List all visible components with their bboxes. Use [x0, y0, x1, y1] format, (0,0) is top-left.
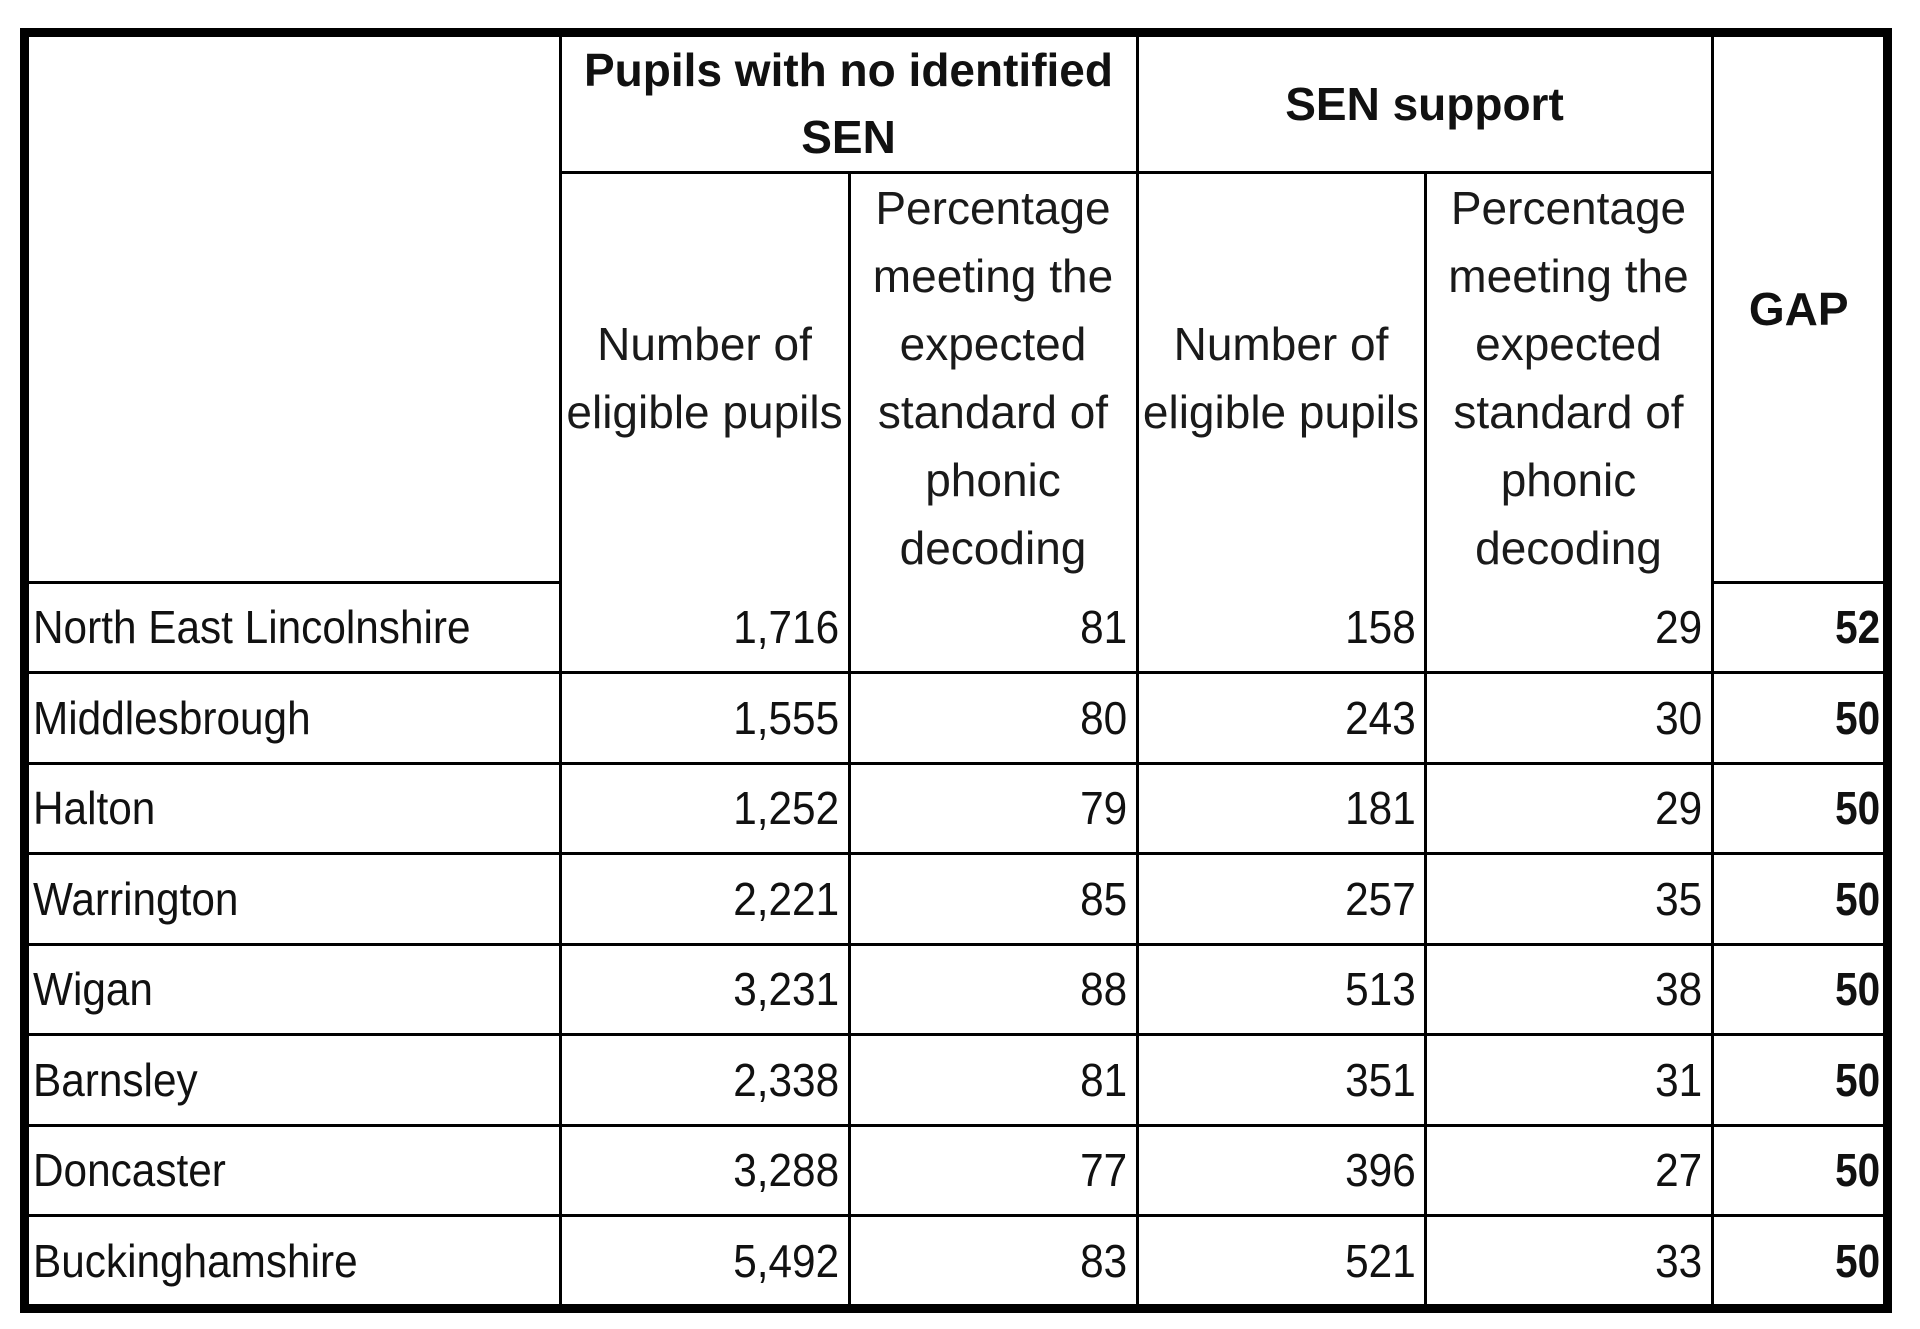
area-name-cell	[29, 944, 560, 1035]
no-sen-number-cell	[560, 763, 849, 854]
sen-number-cell	[1137, 582, 1425, 673]
sen-phonics-table	[29, 37, 1884, 1305]
area-name: Warrington	[33, 872, 239, 925]
sen-percentage: 29	[1655, 600, 1703, 653]
no-sen-number: 1,716	[733, 600, 840, 653]
table-row	[29, 854, 1884, 945]
gap-value: 50	[1834, 1234, 1880, 1287]
area-name-cell	[29, 1125, 560, 1216]
no-sen-number: 3,288	[733, 1144, 840, 1197]
area-name: Barnsley	[33, 1053, 198, 1106]
no-sen-percentage-cell	[849, 1035, 1137, 1126]
sen-percentage-cell	[1425, 1216, 1712, 1305]
sen-number: 513	[1344, 963, 1416, 1016]
no-sen-percentage: 81	[1080, 1053, 1128, 1106]
table-row	[29, 1035, 1884, 1126]
area-name: Doncaster	[33, 1144, 226, 1197]
no-sen-number-cell	[560, 944, 849, 1035]
sen-percentage: 31	[1655, 1053, 1703, 1106]
header-sen-percentage-meeting: Percentage meeting the expected standard of phonic decoding	[1425, 173, 1712, 583]
gap-cell	[1712, 854, 1884, 945]
header-gap: GAP	[1712, 37, 1884, 582]
gap-cell	[1712, 1035, 1884, 1126]
sen-percentage: 38	[1655, 963, 1703, 1016]
no-sen-percentage: 77	[1080, 1144, 1128, 1197]
sen-number: 351	[1344, 1053, 1416, 1106]
no-sen-percentage-cell	[849, 854, 1137, 945]
sen-number-cell	[1137, 673, 1425, 764]
header-sen-support: SEN support	[1137, 37, 1712, 173]
table-row	[29, 944, 1884, 1035]
area-name-cell	[29, 1216, 560, 1305]
gap-value: 50	[1834, 872, 1880, 925]
sen-percentage-cell	[1425, 673, 1712, 764]
header-no-sen-percentage-meeting: Percentage meeting the expected standard of phonic decoding	[849, 173, 1137, 583]
area-name: Middlesbrough	[33, 691, 311, 744]
table-row	[29, 673, 1884, 764]
no-sen-percentage-cell	[849, 1216, 1137, 1305]
sen-percentage: 30	[1655, 691, 1703, 744]
sen-percentage: 33	[1655, 1234, 1703, 1287]
area-name-cell	[29, 673, 560, 764]
no-sen-percentage: 83	[1080, 1234, 1128, 1287]
no-sen-number: 5,492	[733, 1234, 840, 1287]
gap-cell	[1712, 763, 1884, 854]
gap-value: 52	[1834, 601, 1880, 654]
sen-number: 257	[1344, 872, 1416, 925]
header-no-identified-sen: Pupils with no identified SEN	[560, 37, 1137, 173]
no-sen-percentage: 81	[1080, 600, 1128, 653]
sen-number: 158	[1344, 600, 1416, 653]
gap-cell	[1712, 582, 1884, 673]
no-sen-percentage-cell	[849, 673, 1137, 764]
no-sen-number-cell	[560, 1125, 849, 1216]
gap-value: 50	[1834, 782, 1880, 835]
no-sen-number: 2,338	[733, 1053, 840, 1106]
no-sen-percentage: 85	[1080, 872, 1128, 925]
table-row	[29, 763, 1884, 854]
gap-value: 50	[1834, 691, 1880, 744]
table-row	[29, 1216, 1884, 1305]
empty-corner-cell	[29, 37, 560, 582]
area-name-cell	[29, 582, 560, 673]
no-sen-number-cell	[560, 673, 849, 764]
sen-percentage-cell	[1425, 582, 1712, 673]
no-sen-number-cell	[560, 854, 849, 945]
sen-percentage: 27	[1655, 1144, 1703, 1197]
table-row	[29, 1125, 1884, 1216]
no-sen-percentage: 88	[1080, 963, 1128, 1016]
gap-cell	[1712, 944, 1884, 1035]
gap-cell	[1712, 673, 1884, 764]
sen-number: 181	[1344, 782, 1416, 835]
no-sen-percentage-cell	[849, 944, 1137, 1035]
sen-number-cell	[1137, 1216, 1425, 1305]
sen-number-cell	[1137, 763, 1425, 854]
area-name: Wigan	[33, 963, 153, 1016]
no-sen-number-cell	[560, 1216, 849, 1305]
area-name: Buckinghamshire	[33, 1234, 358, 1287]
sen-percentage-cell	[1425, 763, 1712, 854]
no-sen-number-cell	[560, 582, 849, 673]
table-row	[29, 582, 1884, 673]
group-header-row	[29, 37, 1884, 173]
no-sen-number: 1,555	[733, 691, 840, 744]
sen-percentage-cell	[1425, 1035, 1712, 1126]
gap-value: 50	[1834, 963, 1880, 1016]
no-sen-percentage: 79	[1080, 782, 1128, 835]
sen-percentage: 29	[1655, 782, 1703, 835]
header-sen-number-eligible: Number of eligible pupils	[1137, 173, 1425, 583]
sen-number: 243	[1344, 691, 1416, 744]
area-name-cell	[29, 763, 560, 854]
area-name-cell	[29, 1035, 560, 1126]
no-sen-number-cell	[560, 1035, 849, 1126]
gap-value: 50	[1834, 1053, 1880, 1106]
no-sen-number: 1,252	[733, 782, 840, 835]
sen-number: 396	[1344, 1144, 1416, 1197]
area-name: Halton	[33, 782, 156, 835]
gap-cell	[1712, 1125, 1884, 1216]
header-no-sen-number-eligible: Number of eligible pupils	[560, 173, 849, 583]
gap-value: 50	[1834, 1144, 1880, 1197]
sen-percentage-cell	[1425, 1125, 1712, 1216]
no-sen-number: 3,231	[733, 963, 840, 1016]
no-sen-percentage-cell	[849, 1125, 1137, 1216]
area-name-cell	[29, 854, 560, 945]
no-sen-percentage-cell	[849, 582, 1137, 673]
sen-percentage-cell	[1425, 854, 1712, 945]
sen-percentage: 35	[1655, 872, 1703, 925]
no-sen-percentage: 80	[1080, 691, 1128, 744]
no-sen-number: 2,221	[733, 872, 840, 925]
gap-cell	[1712, 1216, 1884, 1305]
sen-number: 521	[1344, 1234, 1416, 1287]
sen-percentage-cell	[1425, 944, 1712, 1035]
sen-number-cell	[1137, 854, 1425, 945]
sen-number-cell	[1137, 1035, 1425, 1126]
sen-number-cell	[1137, 944, 1425, 1035]
no-sen-percentage-cell	[849, 763, 1137, 854]
sen-number-cell	[1137, 1125, 1425, 1216]
area-name: North East Lincolnshire	[33, 601, 471, 654]
